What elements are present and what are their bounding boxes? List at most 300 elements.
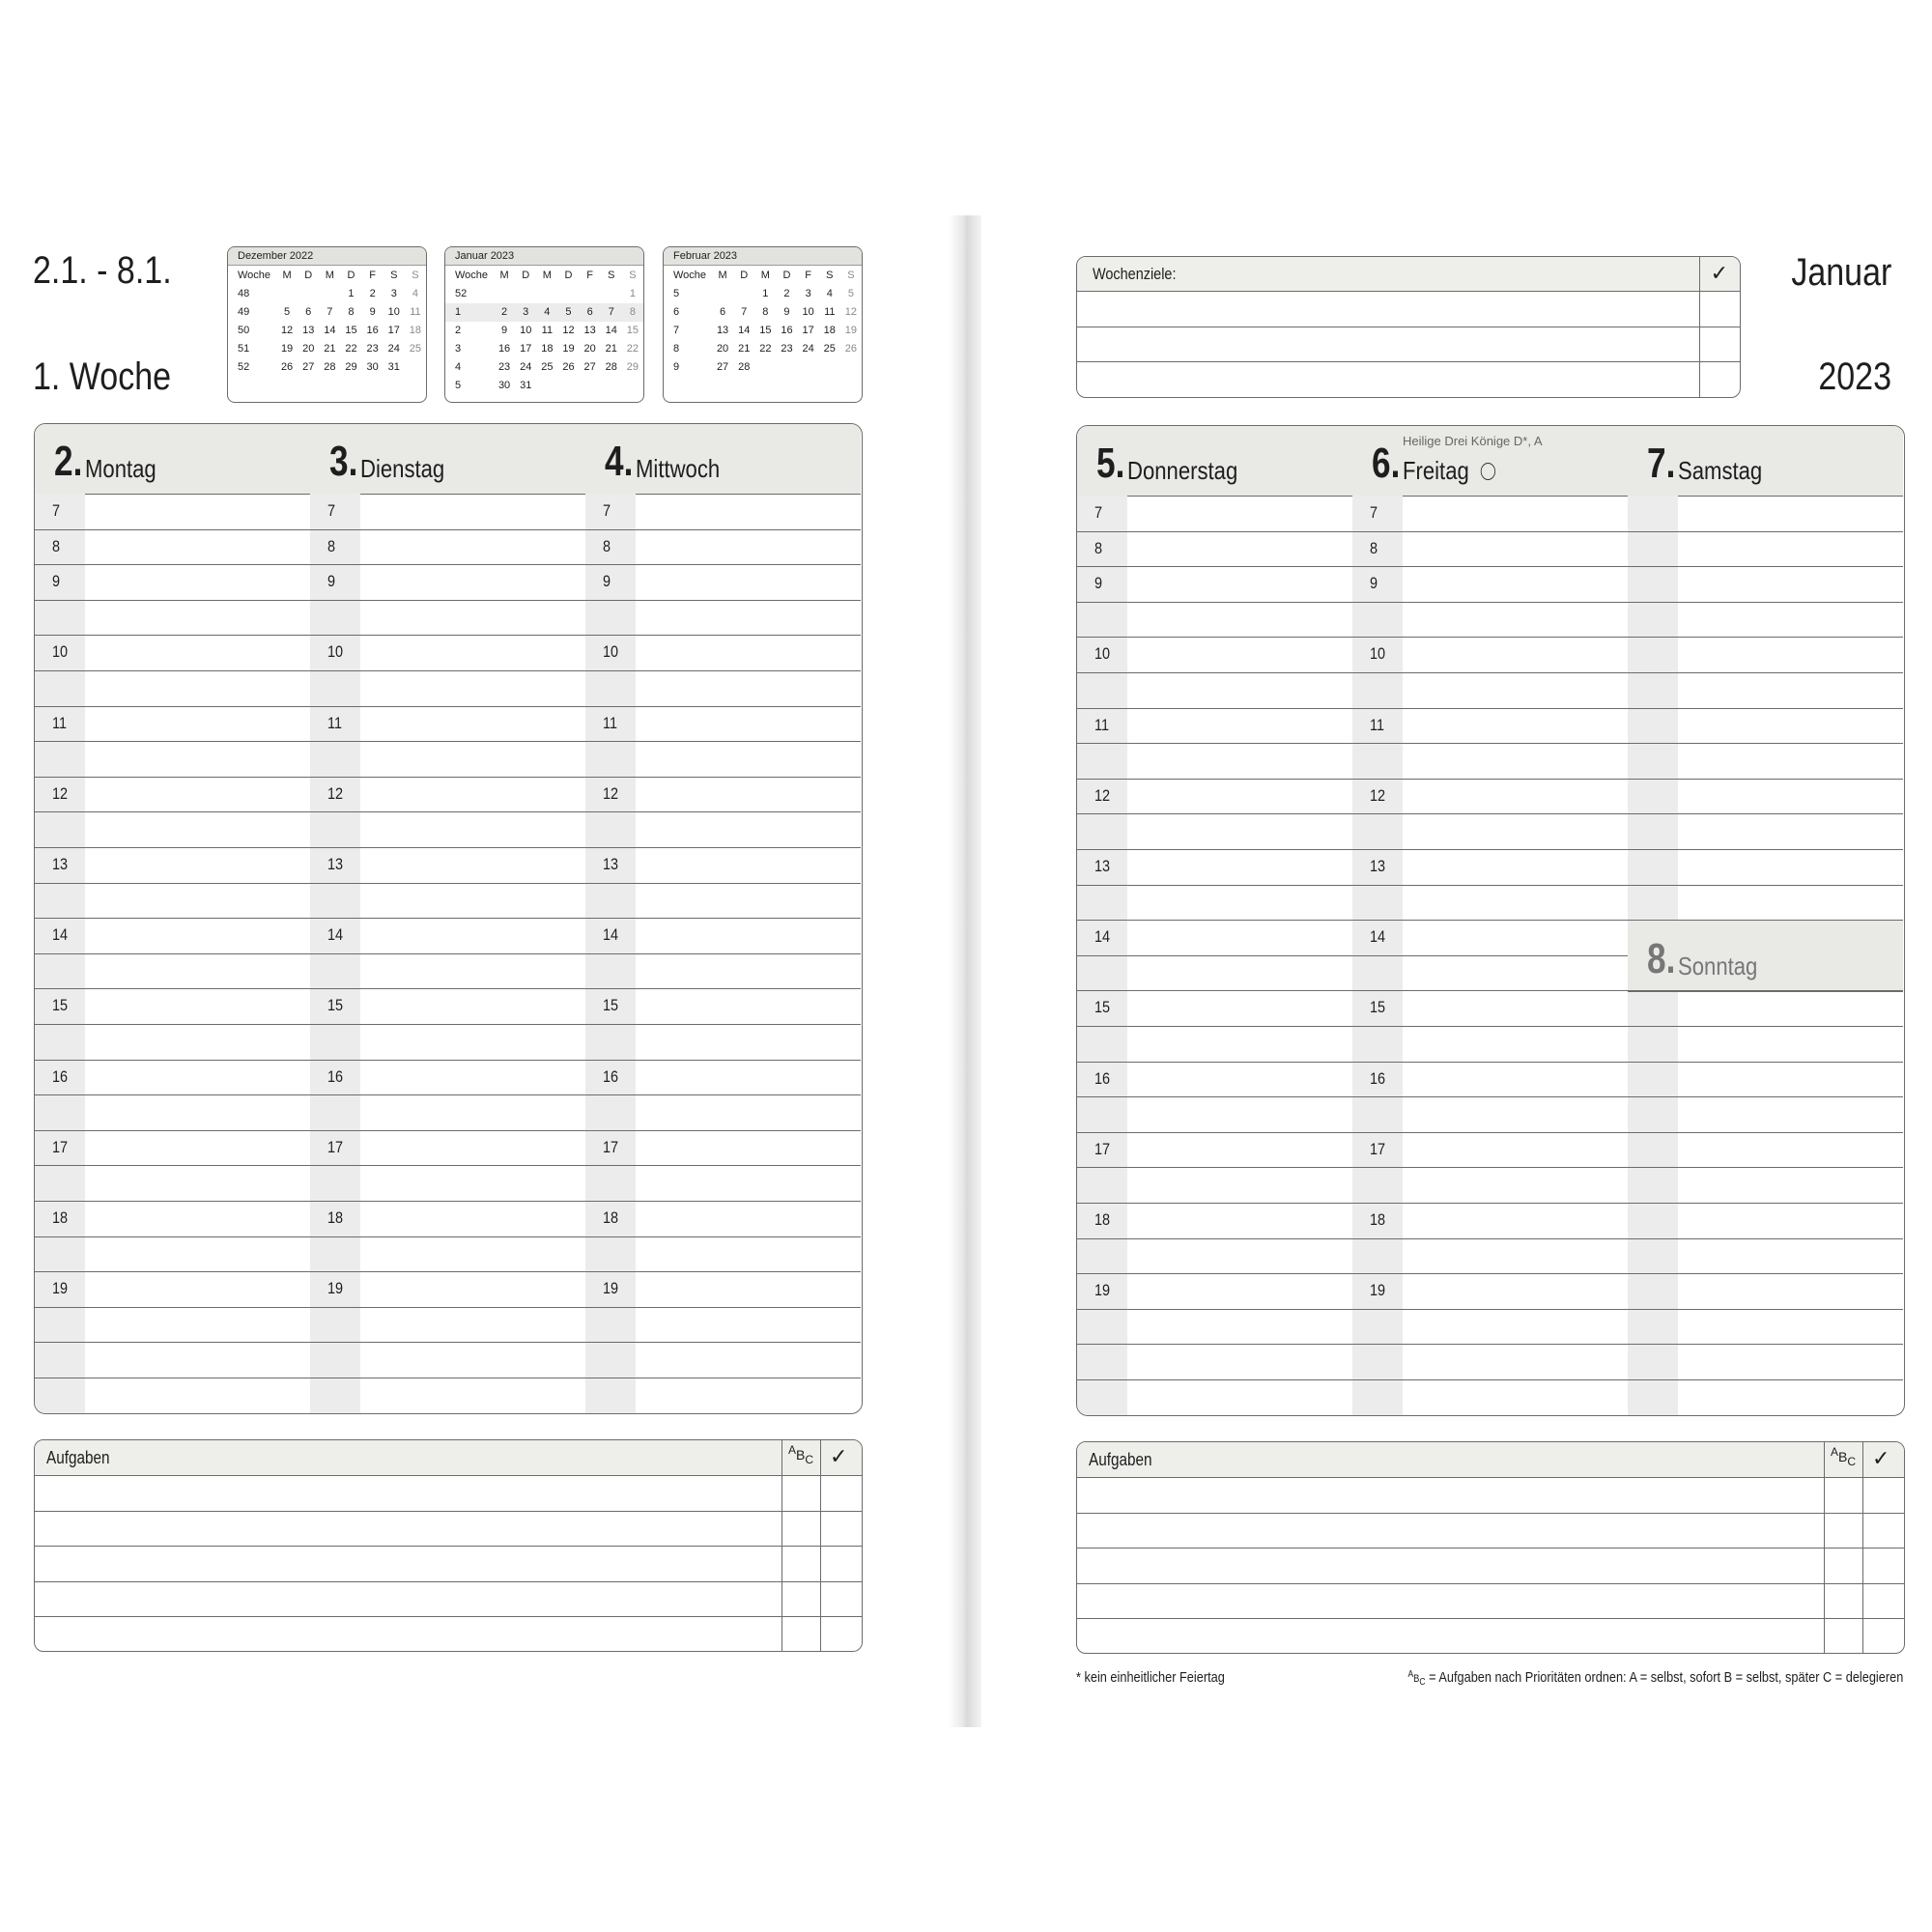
time-slot[interactable] — [310, 1165, 585, 1202]
mini-calendar-day: 20 — [583, 343, 596, 355]
time-slot[interactable] — [35, 1165, 310, 1202]
mini-calendar-day: 28 — [605, 361, 617, 373]
time-slot[interactable] — [585, 1165, 861, 1202]
time-slot[interactable] — [35, 1378, 310, 1414]
time-slot[interactable] — [1628, 813, 1903, 850]
time-slot[interactable] — [1077, 531, 1352, 568]
day-number: 6. — [1372, 440, 1401, 487]
time-slot[interactable] — [585, 1271, 861, 1308]
mini-calendar-weekday: D — [304, 270, 313, 281]
time-slot[interactable] — [1628, 849, 1903, 886]
time-slot[interactable] — [310, 494, 585, 529]
mini-calendar-day: 15 — [345, 325, 357, 336]
time-slot[interactable] — [310, 883, 585, 920]
time-slot[interactable] — [1077, 885, 1352, 922]
time-slot[interactable] — [585, 1201, 861, 1237]
mini-calendar-weekday: M — [499, 270, 509, 281]
time-slot[interactable] — [310, 1060, 585, 1096]
time-slot[interactable] — [1352, 1167, 1628, 1204]
hour-label: 12 — [327, 783, 344, 803]
time-slot[interactable] — [1352, 1344, 1628, 1380]
time-slot[interactable] — [35, 1024, 310, 1061]
time-slot[interactable] — [310, 1094, 585, 1131]
day-header — [35, 424, 310, 495]
time-slot[interactable] — [1628, 1203, 1903, 1239]
time-slot[interactable] — [585, 1378, 861, 1414]
time-slot[interactable] — [1077, 1344, 1352, 1380]
mini-calendar-day: 30 — [366, 361, 379, 373]
time-slot[interactable] — [585, 635, 861, 671]
time-slot[interactable] — [35, 1130, 310, 1167]
mini-calendar-day: 14 — [738, 325, 751, 336]
mini-calendar-day — [601, 285, 622, 303]
time-slot[interactable] — [1628, 637, 1903, 673]
time-slot[interactable] — [585, 847, 861, 884]
day-column — [1352, 426, 1629, 1415]
time-slot[interactable] — [1628, 1344, 1903, 1380]
task-line[interactable] — [1077, 1618, 1904, 1619]
hour-label: 16 — [1094, 1068, 1111, 1088]
left-days-grid — [34, 423, 863, 1414]
time-slot[interactable] — [310, 1378, 585, 1414]
time-slot[interactable] — [1077, 672, 1352, 709]
time-slot[interactable] — [35, 1201, 310, 1237]
tasks-label: Aufgaben — [1089, 1450, 1152, 1469]
task-line[interactable] — [1077, 1583, 1904, 1584]
time-slot[interactable] — [1352, 1273, 1628, 1310]
time-slot[interactable] — [1352, 708, 1628, 745]
time-slot[interactable] — [35, 1094, 310, 1131]
time-slot[interactable] — [1628, 1167, 1903, 1204]
time-slot[interactable] — [1628, 566, 1903, 603]
day-column — [585, 424, 861, 1413]
time-slot[interactable] — [1352, 637, 1628, 673]
hour-label: 18 — [1370, 1210, 1386, 1229]
hour-label: 19 — [327, 1279, 344, 1298]
mini-calendar-februar — [663, 246, 863, 403]
time-slot[interactable] — [585, 1307, 861, 1344]
hour-label: 17 — [327, 1137, 344, 1156]
time-slot[interactable] — [1628, 1132, 1903, 1169]
hour-label: 17 — [1094, 1139, 1111, 1158]
hour-label: 8 — [327, 536, 336, 555]
mini-calendar-day — [840, 358, 862, 377]
task-line[interactable] — [35, 1581, 862, 1582]
mini-calendar-day: 17 — [387, 325, 400, 336]
mini-calendar-week-number: 3 — [455, 343, 462, 355]
mini-calendar-week-number: 5 — [455, 380, 462, 391]
time-slot[interactable] — [585, 811, 861, 848]
time-slot[interactable] — [1077, 1132, 1352, 1169]
time-slot[interactable] — [1352, 496, 1628, 531]
time-slot[interactable] — [1352, 885, 1628, 922]
hour-label: 11 — [603, 713, 618, 732]
time-slot[interactable] — [35, 741, 310, 778]
time-slot[interactable] — [35, 564, 310, 601]
time-slot[interactable] — [1077, 779, 1352, 815]
mini-calendar-day: 10 — [802, 306, 814, 318]
time-slot[interactable] — [1628, 672, 1903, 709]
time-slot[interactable] — [310, 1342, 585, 1378]
time-slot[interactable] — [1352, 602, 1628, 639]
time-slot[interactable] — [585, 1342, 861, 1378]
mini-calendar-day — [798, 358, 819, 377]
mini-calendar-weekday: S — [826, 270, 834, 281]
mini-calendar-day: 23 — [781, 343, 793, 355]
hour-label: 18 — [1094, 1210, 1111, 1229]
mini-calendar-day: 28 — [324, 361, 336, 373]
mini-calendar-weekday: D — [564, 270, 573, 281]
time-slot[interactable] — [1628, 1026, 1903, 1063]
time-slot[interactable] — [585, 1130, 861, 1167]
mini-calendar-week-number: 52 — [238, 361, 250, 373]
time-slot[interactable] — [310, 635, 585, 671]
hour-label: 14 — [1094, 927, 1111, 947]
mini-calendar-day: 1 — [762, 288, 769, 299]
priority-c: C — [1847, 1455, 1857, 1468]
time-slot[interactable] — [1077, 920, 1352, 956]
time-slot[interactable] — [1077, 813, 1352, 850]
mini-calendar-weekday: S — [847, 270, 855, 281]
time-slot[interactable] — [1628, 496, 1903, 531]
time-slot[interactable] — [1352, 955, 1628, 992]
mini-calendar-week-number: 50 — [238, 325, 250, 336]
time-slot[interactable] — [310, 1271, 585, 1308]
priority-c: C — [805, 1453, 814, 1466]
mini-calendar-day: 18 — [541, 343, 554, 355]
time-slot[interactable] — [1077, 1096, 1352, 1133]
time-slot[interactable] — [35, 811, 310, 848]
time-slot[interactable] — [310, 847, 585, 884]
mini-calendar-day: 11 — [410, 306, 421, 318]
mini-calendar-weekday: Woche — [455, 270, 489, 281]
time-slot[interactable] — [35, 847, 310, 884]
mini-calendar-day: 20 — [716, 343, 729, 355]
time-slot[interactable] — [1077, 743, 1352, 780]
time-slot[interactable] — [310, 564, 585, 601]
hour-label: 13 — [1094, 857, 1111, 875]
day-number: 5. — [1096, 440, 1125, 487]
time-slot[interactable] — [585, 883, 861, 920]
day-number: 3. — [329, 438, 358, 485]
time-slot[interactable] — [585, 600, 861, 637]
weekly-goals-header — [1077, 257, 1740, 292]
hour-label: 17 — [1370, 1139, 1386, 1158]
mini-calendar-day: 15 — [759, 325, 772, 336]
mini-calendar-weekday: M — [325, 270, 334, 281]
time-slot[interactable] — [35, 670, 310, 707]
time-slot[interactable] — [1628, 602, 1903, 639]
mini-calendar-week-number: 49 — [238, 306, 250, 318]
time-slot[interactable] — [1077, 1379, 1352, 1416]
mini-calendar-day: 3 — [515, 303, 536, 322]
time-slot[interactable] — [35, 988, 310, 1025]
time-slot[interactable] — [1628, 1238, 1903, 1275]
time-slot[interactable] — [1077, 990, 1352, 1027]
mini-calendar-day — [580, 285, 601, 303]
time-slot[interactable] — [1352, 566, 1628, 603]
date-range: 2.1. - 8.1. — [33, 249, 172, 292]
hour-label: 19 — [603, 1279, 619, 1298]
time-slot[interactable] — [1352, 1309, 1628, 1346]
hour-label: 17 — [52, 1137, 69, 1156]
time-slot[interactable] — [1628, 1273, 1903, 1310]
time-slot[interactable] — [585, 529, 861, 566]
mini-calendar-day — [536, 377, 557, 395]
mini-calendar-day: 5 — [284, 306, 291, 318]
mini-calendar-day: 4 — [826, 288, 833, 299]
time-slot[interactable] — [1628, 779, 1903, 815]
time-slot[interactable] — [35, 1271, 310, 1308]
time-slot[interactable] — [585, 1024, 861, 1061]
mini-calendar-weekday: F — [586, 270, 593, 281]
time-slot[interactable] — [1352, 920, 1628, 956]
legend-sub: C — [1419, 1677, 1426, 1688]
time-slot[interactable] — [1352, 1379, 1628, 1416]
page-gutter — [949, 215, 981, 1727]
time-slot[interactable] — [310, 600, 585, 637]
time-slot[interactable] — [585, 741, 861, 778]
mini-calendar-day — [622, 377, 643, 395]
time-slot[interactable] — [1077, 1203, 1352, 1239]
hour-label: 14 — [603, 925, 619, 945]
sunday-name: Sonntag — [1678, 952, 1758, 981]
time-slot[interactable] — [585, 988, 861, 1025]
time-slot[interactable] — [585, 777, 861, 813]
weekly-goals-check-icon: ✓ — [1710, 261, 1728, 285]
hour-label: 12 — [1094, 785, 1111, 805]
mini-calendar-weekday: M — [760, 270, 770, 281]
time-slot[interactable] — [35, 1236, 310, 1273]
time-slot[interactable] — [35, 1307, 310, 1344]
mini-calendar-day: 12 — [280, 325, 294, 336]
task-line[interactable] — [1077, 1513, 1904, 1514]
time-slot[interactable] — [1352, 990, 1628, 1027]
week-label: 1. Woche — [33, 355, 172, 398]
time-slot[interactable] — [1628, 708, 1903, 745]
mini-calendar-weekday: S — [629, 270, 637, 281]
priority-a: A — [1831, 1445, 1839, 1459]
hour-label: 7 — [1094, 503, 1103, 522]
mini-calendar-weekday: D — [522, 270, 530, 281]
mini-calendar-day: 16 — [781, 325, 793, 336]
weekly-goals-line[interactable] — [1077, 361, 1740, 362]
time-slot[interactable] — [585, 670, 861, 707]
mini-calendar-day: 31 — [520, 380, 532, 391]
time-slot[interactable] — [1077, 708, 1352, 745]
hour-label: 17 — [603, 1137, 619, 1156]
mini-calendar-day: 24 — [802, 343, 814, 355]
time-slot[interactable] — [310, 1024, 585, 1061]
day-number: 4. — [605, 438, 634, 485]
hour-label: 10 — [327, 642, 344, 662]
time-slot[interactable] — [1077, 496, 1352, 531]
hour-label: 11 — [327, 713, 343, 732]
mini-calendar-day: 17 — [802, 325, 814, 336]
time-slot[interactable] — [35, 918, 310, 954]
time-slot[interactable] — [1352, 813, 1628, 850]
time-slot[interactable] — [310, 777, 585, 813]
mini-calendar-day: 26 — [280, 361, 294, 373]
hour-label: 9 — [327, 572, 336, 591]
mini-calendar-day: 6 — [580, 303, 601, 322]
time-slot[interactable] — [1628, 1062, 1903, 1098]
mini-calendar-week-number: 4 — [455, 361, 462, 373]
time-slot[interactable] — [35, 883, 310, 920]
time-slot[interactable] — [1628, 1379, 1903, 1416]
time-slot[interactable] — [585, 1060, 861, 1096]
time-slot[interactable] — [1077, 1309, 1352, 1346]
mini-calendar-day: 23 — [497, 361, 511, 373]
new-moon-icon — [1481, 463, 1495, 480]
hour-label: 19 — [52, 1279, 69, 1298]
footnote-holiday: * kein einheitlicher Feiertag — [1076, 1669, 1225, 1686]
mini-calendar-dezember — [227, 246, 427, 403]
time-slot[interactable] — [1352, 672, 1628, 709]
mini-calendar-day: 14 — [605, 325, 617, 336]
mini-calendar-day: 11 — [824, 306, 836, 318]
time-slot[interactable] — [310, 670, 585, 707]
time-slot[interactable] — [35, 635, 310, 671]
day-header — [585, 424, 861, 495]
mini-calendar-day: 13 — [302, 325, 315, 336]
mini-calendar-day: 12 — [844, 306, 858, 318]
hour-label: 9 — [1094, 574, 1103, 593]
time-slot[interactable] — [1352, 1203, 1628, 1239]
time-slot[interactable] — [1352, 1238, 1628, 1275]
priority-b: B — [796, 1447, 806, 1463]
time-slot[interactable] — [1352, 743, 1628, 780]
tasks-header — [35, 1440, 862, 1476]
time-slot[interactable] — [585, 953, 861, 990]
time-slot[interactable] — [1077, 602, 1352, 639]
task-line[interactable] — [35, 1511, 862, 1512]
mini-calendar-week-number: 1 — [445, 303, 494, 322]
time-slot[interactable] — [1077, 1167, 1352, 1204]
mini-calendar-day: 7 — [327, 306, 333, 318]
day-name: Samstag — [1678, 456, 1763, 485]
mini-calendar-day: 18 — [823, 325, 836, 336]
time-slot[interactable] — [1077, 849, 1352, 886]
hour-label: 9 — [52, 572, 61, 591]
mini-calendar-weekday: S — [412, 270, 419, 281]
mini-calendar-weekday: F — [369, 270, 376, 281]
time-slot[interactable] — [310, 1307, 585, 1344]
priority-abc-icon — [788, 1443, 813, 1466]
hour-label: 18 — [52, 1208, 69, 1227]
time-slot[interactable] — [585, 564, 861, 601]
mini-calendar-day: 19 — [280, 343, 294, 355]
time-slot[interactable] — [585, 1094, 861, 1131]
time-slot[interactable] — [35, 777, 310, 813]
hour-label: 7 — [327, 501, 336, 520]
time-slot[interactable] — [1352, 779, 1628, 815]
mini-calendar-day: 25 — [541, 361, 554, 373]
mini-calendar-day — [580, 377, 601, 395]
time-slot[interactable] — [1628, 1309, 1903, 1346]
day-column — [1077, 426, 1353, 1415]
hour-label: 15 — [1094, 998, 1111, 1017]
time-slot[interactable] — [1077, 566, 1352, 603]
hour-label: 9 — [603, 572, 611, 591]
mini-calendar-day — [601, 377, 622, 395]
time-slot[interactable] — [35, 494, 310, 529]
tasks-header — [1077, 1442, 1904, 1478]
time-slot[interactable] — [1352, 531, 1628, 568]
time-slot[interactable] — [35, 1342, 310, 1378]
time-slot[interactable] — [1628, 885, 1903, 922]
time-slot[interactable] — [1628, 531, 1903, 568]
task-line[interactable] — [35, 1546, 862, 1547]
time-slot[interactable] — [310, 1236, 585, 1273]
mini-calendar-day: 9 — [501, 325, 508, 336]
mini-calendar-day — [276, 285, 298, 303]
time-slot[interactable] — [1628, 990, 1903, 1027]
mini-calendar-day: 16 — [497, 343, 511, 355]
mini-calendar-day: 25 — [409, 343, 422, 355]
time-slot[interactable] — [1628, 1096, 1903, 1133]
mini-calendar-week-number: 52 — [455, 288, 468, 299]
time-slot[interactable] — [35, 1060, 310, 1096]
time-slot[interactable] — [310, 918, 585, 954]
time-slot[interactable] — [585, 706, 861, 743]
day-header — [1352, 426, 1628, 497]
mini-calendar-januar — [444, 246, 644, 403]
time-slot[interactable] — [310, 706, 585, 743]
mini-calendar-day: 22 — [345, 343, 357, 355]
time-slot[interactable] — [310, 953, 585, 990]
mini-calendar-day — [515, 285, 536, 303]
tasks-box-right — [1076, 1441, 1905, 1654]
time-slot[interactable] — [1077, 1273, 1352, 1310]
time-slot[interactable] — [310, 988, 585, 1025]
mini-calendar-day: 16 — [366, 325, 379, 336]
mini-calendar-day: 19 — [562, 343, 575, 355]
time-slot[interactable] — [1352, 1026, 1628, 1063]
mini-calendar-weekday: S — [608, 270, 615, 281]
mini-calendar-week-number: 8 — [673, 343, 680, 355]
time-slot[interactable] — [585, 494, 861, 529]
time-slot[interactable] — [310, 1201, 585, 1237]
time-slot[interactable] — [35, 953, 310, 990]
time-slot[interactable] — [310, 529, 585, 566]
time-slot[interactable] — [585, 1236, 861, 1273]
time-slot[interactable] — [35, 706, 310, 743]
time-slot[interactable] — [35, 600, 310, 637]
time-slot[interactable] — [1352, 849, 1628, 886]
time-slot[interactable] — [1077, 1238, 1352, 1275]
time-slot[interactable] — [35, 529, 310, 566]
time-slot[interactable] — [585, 918, 861, 954]
hour-label: 8 — [1370, 538, 1378, 557]
time-slot[interactable] — [1352, 1132, 1628, 1169]
hour-label: 15 — [327, 996, 344, 1015]
time-slot[interactable] — [310, 741, 585, 778]
task-line[interactable] — [35, 1616, 862, 1617]
time-slot[interactable] — [310, 1130, 585, 1167]
time-slot[interactable] — [1628, 743, 1903, 780]
mini-calendar-day: 29 — [345, 361, 357, 373]
time-slot[interactable] — [1077, 955, 1352, 992]
time-slot[interactable] — [310, 811, 585, 848]
time-slot[interactable] — [1077, 1026, 1352, 1063]
hour-label: 7 — [52, 501, 61, 520]
hour-label: 12 — [603, 783, 619, 803]
time-slot[interactable] — [1077, 637, 1352, 673]
time-slot[interactable] — [1352, 1096, 1628, 1133]
time-slot[interactable] — [1352, 1062, 1628, 1098]
time-slot[interactable] — [1077, 1062, 1352, 1098]
